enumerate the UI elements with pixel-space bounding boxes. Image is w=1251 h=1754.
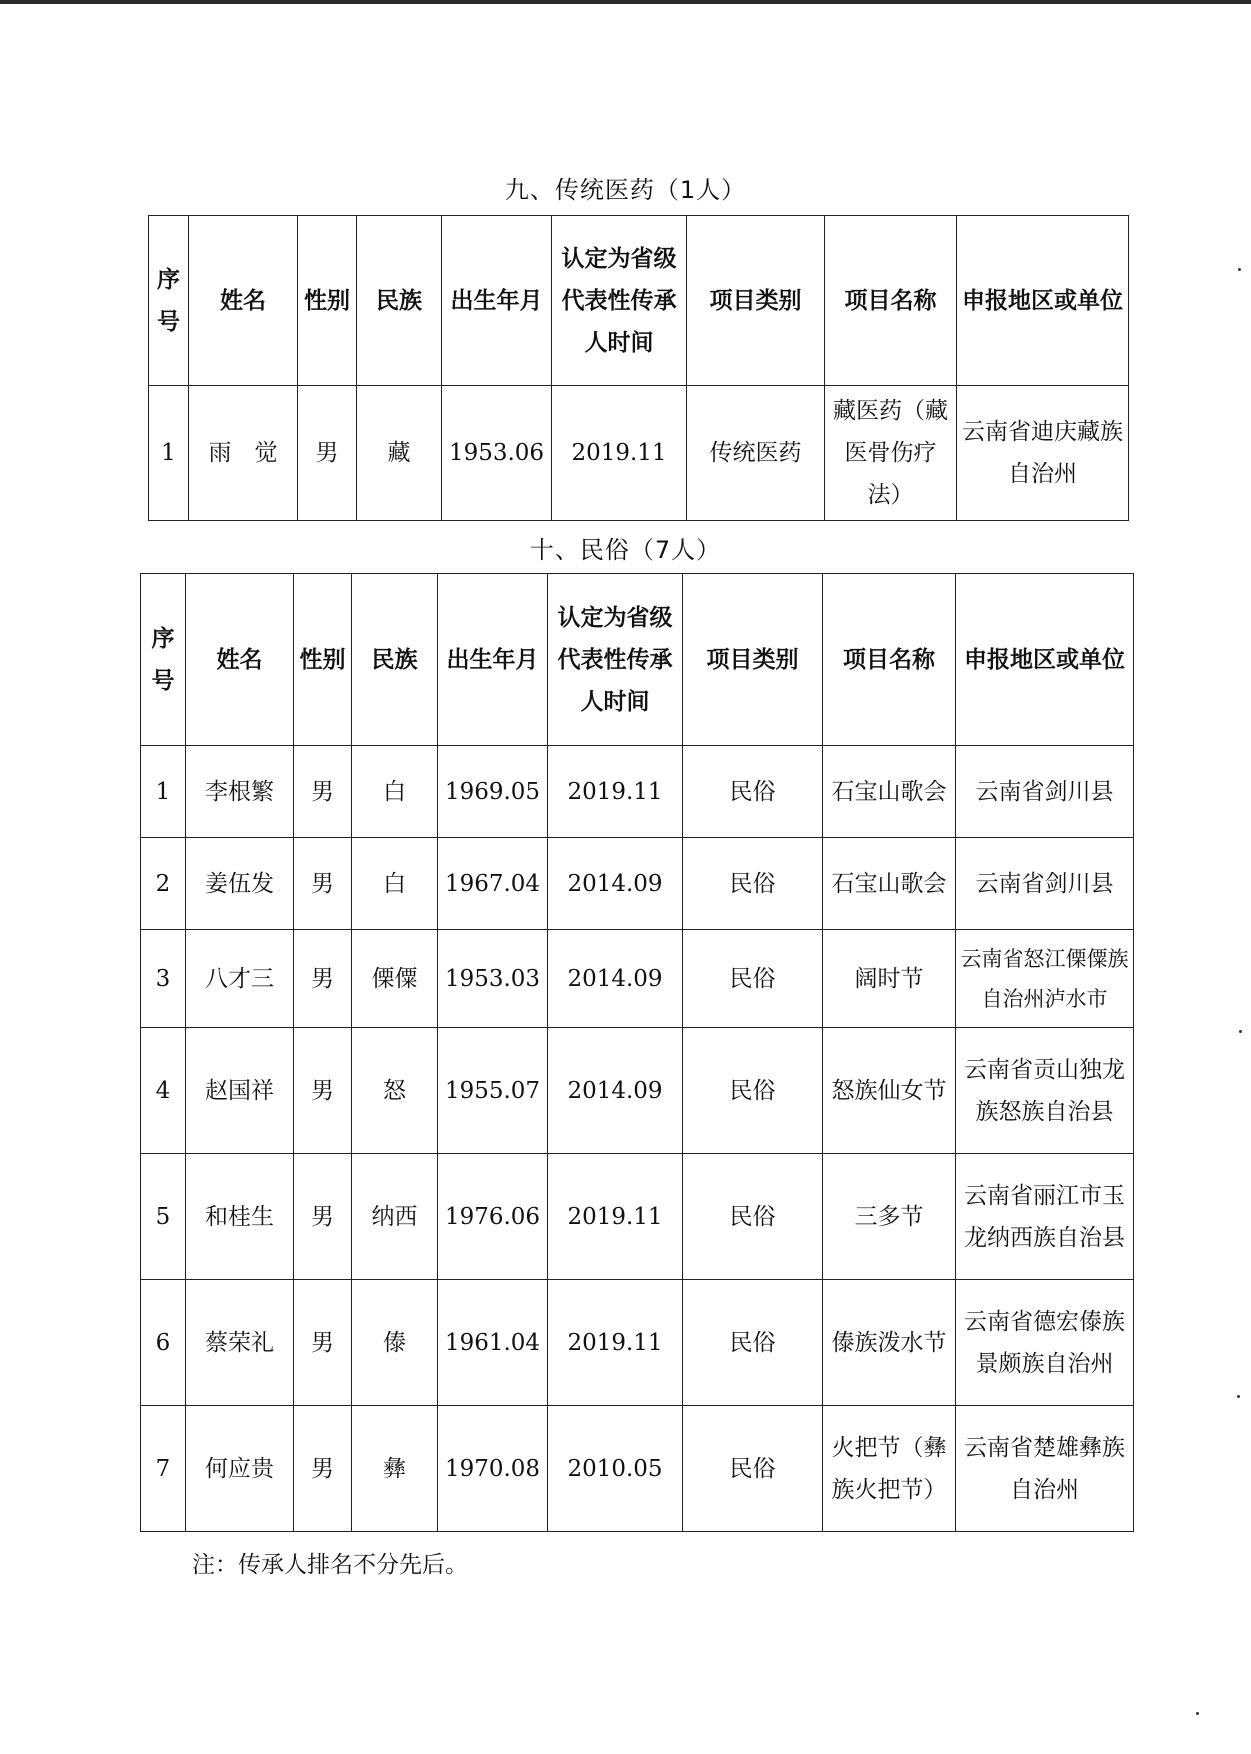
cell-project: 火把节（彝族火把节） (823, 1406, 956, 1532)
table-row (149, 386, 1129, 521)
cell-project: 怒族仙女节 (823, 1028, 956, 1154)
cell-index: 3 (141, 930, 186, 1028)
cell-recognized: 2010.05 (548, 1406, 683, 1532)
cell-name: 和桂生 (186, 1154, 294, 1280)
section-title-folk-customs: 十、民俗（7人） (529, 536, 722, 564)
header-cell: 出生年月 (442, 216, 552, 386)
cell-gender: 男 (294, 1028, 352, 1154)
section-title-traditional-medicine: 九、传统医药（1人） (504, 176, 747, 204)
header-cell: 项目名称 (823, 574, 956, 746)
cell-gender: 男 (298, 386, 357, 521)
cell-category: 民俗 (683, 1280, 823, 1406)
cell-project: 藏医药（藏医骨伤疗法） (825, 386, 957, 521)
cell-name: 雨 觉 (189, 386, 298, 521)
cell-project: 石宝山歌会 (823, 746, 956, 838)
cell-birth: 1970.08 (438, 1406, 548, 1532)
cell-project: 傣族泼水节 (823, 1280, 956, 1406)
cell-project: 石宝山歌会 (823, 838, 956, 930)
cell-name: 赵国祥 (186, 1028, 294, 1154)
cell-index: 1 (149, 386, 189, 521)
cell-category: 民俗 (683, 1406, 823, 1532)
cell-ethnicity: 藏 (357, 386, 442, 521)
scan-edge (0, 0, 1251, 4)
cell-ethnicity: 白 (352, 746, 438, 838)
cell-gender: 男 (294, 838, 352, 930)
table-row (141, 930, 1134, 1028)
cell-birth: 1953.03 (438, 930, 548, 1028)
header-cell: 申报地区或单位 (957, 216, 1129, 386)
cell-name: 何应贵 (186, 1406, 294, 1532)
cell-region: 云南省丽江市玉龙纳西族自治县 (956, 1154, 1134, 1280)
header-cell: 民族 (357, 216, 442, 386)
header-cell: 性别 (294, 574, 352, 746)
cell-index: 5 (141, 1154, 186, 1280)
table-row (141, 838, 1134, 930)
header-cell: 序号 (149, 216, 189, 386)
cell-region: 云南省剑川县 (956, 746, 1134, 838)
cell-region: 云南省怒江傈僳族自治州泸水市 (956, 930, 1134, 1028)
cell-region: 云南省剑川县 (956, 838, 1134, 930)
cell-birth: 1967.04 (438, 838, 548, 930)
cell-region: 云南省迪庆藏族自治州 (957, 386, 1129, 521)
header-cell: 认定为省级代表性传承人时间 (548, 574, 683, 746)
cell-category: 民俗 (683, 838, 823, 930)
table-row (141, 746, 1134, 838)
cell-birth: 1969.05 (438, 746, 548, 838)
table-row (141, 1028, 1134, 1154)
header-cell: 申报地区或单位 (956, 574, 1134, 746)
cell-index: 2 (141, 838, 186, 930)
cell-gender: 男 (294, 1280, 352, 1406)
cell-gender: 男 (294, 930, 352, 1028)
cell-category: 民俗 (683, 746, 823, 838)
cell-recognized: 2019.11 (548, 746, 683, 838)
header-cell: 项目类别 (687, 216, 825, 386)
cell-category: 民俗 (683, 1028, 823, 1154)
cell-recognized: 2014.09 (548, 1028, 683, 1154)
cell-birth: 1955.07 (438, 1028, 548, 1154)
scan-speck (1239, 1030, 1242, 1033)
cell-project: 阔时节 (823, 930, 956, 1028)
scan-speck (1238, 268, 1241, 271)
header-cell: 民族 (352, 574, 438, 746)
cell-ethnicity: 傣 (352, 1280, 438, 1406)
cell-recognized: 2019.11 (548, 1154, 683, 1280)
cell-gender: 男 (294, 746, 352, 838)
scan-speck (1196, 1712, 1199, 1715)
cell-region: 云南省贡山独龙族怒族自治县 (956, 1028, 1134, 1154)
cell-category: 民俗 (683, 1154, 823, 1280)
header-cell: 姓名 (186, 574, 294, 746)
table-row (141, 1280, 1134, 1406)
header-cell: 出生年月 (438, 574, 548, 746)
cell-recognized: 2014.09 (548, 838, 683, 930)
cell-ethnicity: 傈僳 (352, 930, 438, 1028)
cell-ethnicity: 怒 (352, 1028, 438, 1154)
cell-ethnicity: 彝 (352, 1406, 438, 1532)
header-cell: 姓名 (189, 216, 298, 386)
cell-birth: 1953.06 (442, 386, 552, 521)
scan-speck (1237, 1395, 1240, 1398)
cell-name: 八才三 (186, 930, 294, 1028)
cell-birth: 1976.06 (438, 1154, 548, 1280)
header-cell: 认定为省级代表性传承人时间 (552, 216, 687, 386)
footnote: 注：传承人排名不分先后。 (192, 1552, 468, 1578)
table-header-row (141, 574, 1134, 746)
cell-category: 传统医药 (687, 386, 825, 521)
cell-project: 三多节 (823, 1154, 956, 1280)
cell-gender: 男 (294, 1154, 352, 1280)
cell-recognized: 2019.11 (552, 386, 687, 521)
table-folk-customs (140, 573, 1134, 1532)
cell-ethnicity: 纳西 (352, 1154, 438, 1280)
table-traditional-medicine (148, 215, 1129, 521)
table-row (141, 1154, 1134, 1280)
cell-recognized: 2019.11 (548, 1280, 683, 1406)
cell-name: 姜伍发 (186, 838, 294, 930)
cell-category: 民俗 (683, 930, 823, 1028)
header-cell: 性别 (298, 216, 357, 386)
cell-recognized: 2014.09 (548, 930, 683, 1028)
header-cell: 项目类别 (683, 574, 823, 746)
header-cell: 项目名称 (825, 216, 957, 386)
cell-gender: 男 (294, 1406, 352, 1532)
cell-region: 云南省楚雄彝族自治州 (956, 1406, 1134, 1532)
cell-name: 蔡荣礼 (186, 1280, 294, 1406)
table-header-row (149, 216, 1129, 386)
cell-ethnicity: 白 (352, 838, 438, 930)
cell-index: 1 (141, 746, 186, 838)
cell-name: 李根繁 (186, 746, 294, 838)
cell-birth: 1961.04 (438, 1280, 548, 1406)
table-row (141, 1406, 1134, 1532)
cell-index: 7 (141, 1406, 186, 1532)
header-cell: 序号 (141, 574, 186, 746)
cell-index: 4 (141, 1028, 186, 1154)
cell-index: 6 (141, 1280, 186, 1406)
cell-region: 云南省德宏傣族景颇族自治州 (956, 1280, 1134, 1406)
